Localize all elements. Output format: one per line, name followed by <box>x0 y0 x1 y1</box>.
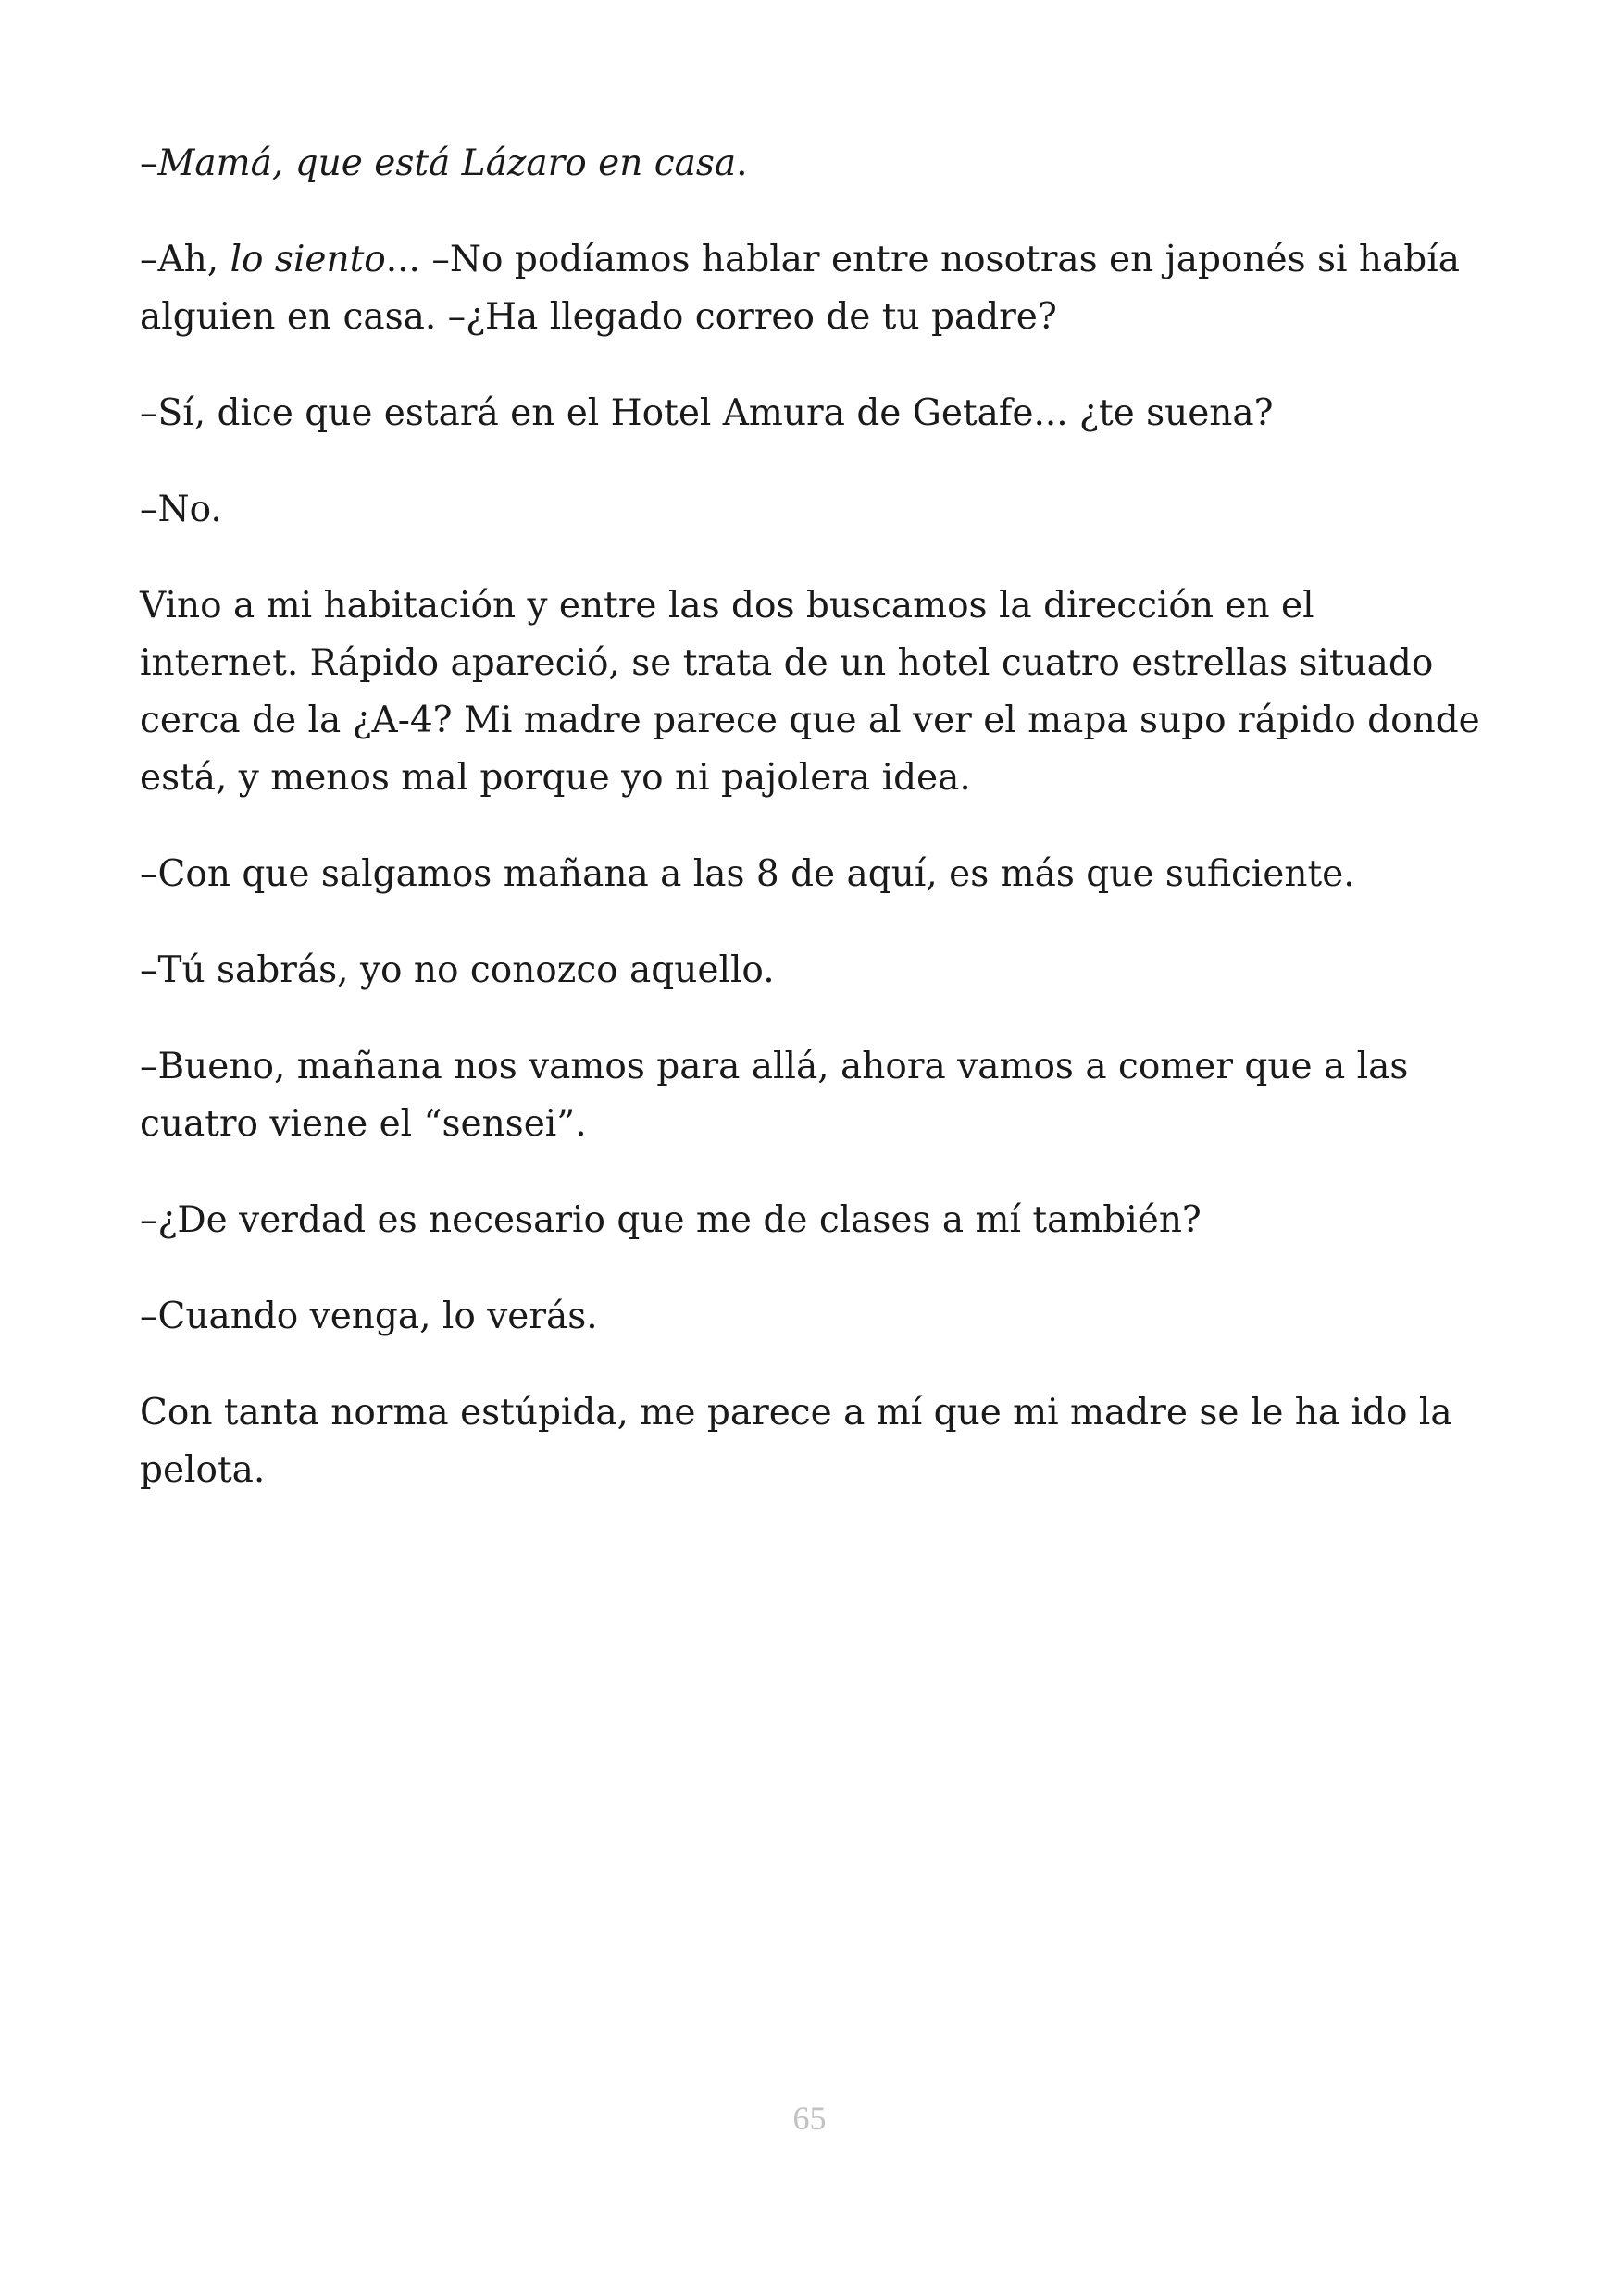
paragraph <box>140 135 1482 192</box>
body-text <box>140 135 1482 1538</box>
paragraph <box>140 846 1482 903</box>
paragraph <box>140 1384 1482 1499</box>
paragraph <box>140 577 1482 807</box>
page-number: 65 <box>792 2100 827 2137</box>
text-segment: –¿De verdad es necesario que me de clases a mí también? <box>140 1199 1202 1241</box>
text-segment: –Bueno, mañana nos vamos para allá, ahora vamos a comer que a las cuatro viene el “sensei”. <box>140 1046 1409 1145</box>
paragraph <box>140 385 1482 442</box>
text-segment: –Sí, dice que estará en el Hotel Amura de Getafe... ¿te suena? <box>140 392 1274 434</box>
text-segment: –Ah, <box>140 239 230 280</box>
paragraph <box>140 1288 1482 1346</box>
text-segment: Vino a mi habitación y entre las dos buscamos la dirección en el internet. Rápido apareció, se trata de un hotel cuatro estrellas situado cerca de la ¿A-4? Mi madre parece que al ver el mapa supo rápido donde está, y menos mal porque yo ni pajolera idea. <box>140 585 1480 799</box>
text-segment: –Cuando venga, lo verás. <box>140 1296 598 1337</box>
text-segment: –Tú sabrás, yo no conozco aquello. <box>140 949 775 991</box>
paragraph <box>140 942 1482 999</box>
text-segment: – <box>140 143 158 184</box>
text-segment: . <box>736 143 748 184</box>
text-segment: –No. <box>140 489 222 530</box>
italic-text: lo siento <box>230 239 386 280</box>
paragraph <box>140 231 1482 346</box>
italic-text: Mamá, que está Lázaro en casa <box>157 143 737 184</box>
text-segment: Con tanta norma estúpida, me parece a mí que mi madre se le ha ido la pelota. <box>140 1392 1452 1491</box>
text-segment: ... –No podíamos hablar entre nosotras en japonés si había alguien en casa. –¿Ha llegado correo de tu padre? <box>140 239 1460 338</box>
paragraph <box>140 1192 1482 1249</box>
paragraph <box>140 481 1482 539</box>
text-segment: –Con que salgamos mañana a las 8 de aquí, es más que suficiente. <box>140 853 1355 895</box>
paragraph <box>140 1038 1482 1153</box>
